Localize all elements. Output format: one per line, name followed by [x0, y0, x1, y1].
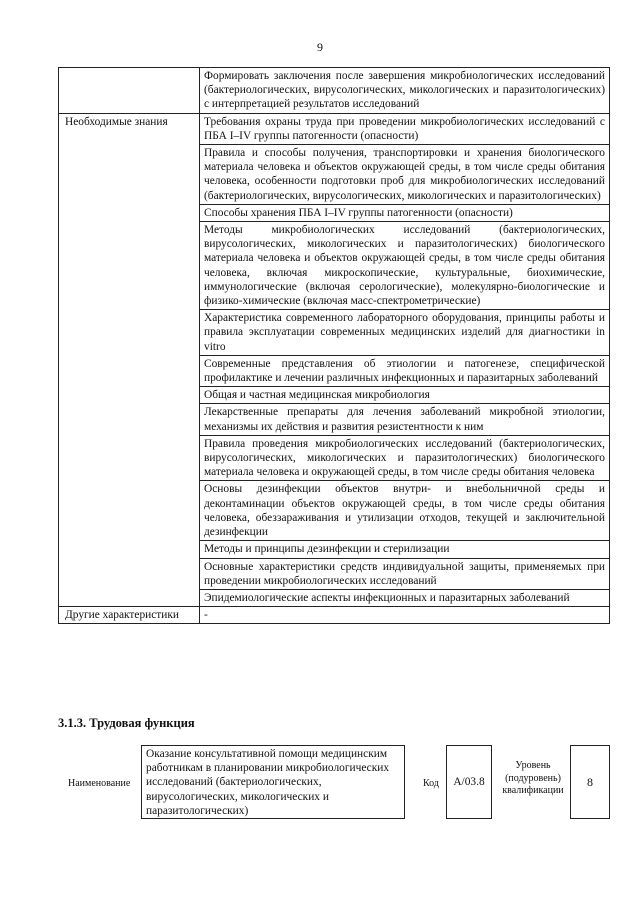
labor-function-name: Оказание консультативной помощи медицинским работникам в планировании микробиологических исследований (бактериологических, вирусологических, микологических и паразитологических): [141, 745, 405, 819]
code-label: Код: [423, 778, 439, 789]
labor-function-code: A/03.8: [446, 745, 492, 819]
name-label: Наименование: [68, 778, 131, 789]
knowledge-item: Общая и частная медицинская микробиология: [200, 387, 610, 404]
page-number: 9: [317, 40, 323, 54]
knowledge-item: Характеристика современного лабораторного оборудования, принципы работы и правила эксплуатации современных медицинских изделий для диагностики in vitro: [200, 310, 610, 356]
empty-label-cell: [59, 68, 200, 114]
knowledge-item: Правила проведения микробиологических исследований (бактериологических, вирусологических, микологических и паразитологических) биологического материала человека и окружающей среды, в том числе среды обитания человека: [200, 435, 610, 481]
knowledge-item: Требования охраны труда при проведении микробиологических исследований с ПБА I–IV группы патогенности (опасности): [200, 113, 610, 144]
knowledge-item: Основные характеристики средств индивидуальной защиты, применяемых при проведении микробиологических исследований: [200, 558, 610, 589]
knowledge-item: Эпидемиологические аспекты инфекционных и паразитарных заболеваний: [200, 589, 610, 606]
knowledge-item: Методы микробиологических исследований (бактериологических, вирусологических, микологических и паразитологических) биологического материала человека и объектов окружающей среды, в том числе среды обитания человека, включая микроскопические, культуральные, биохимические, иммунологические (включая серологические), молекулярно-биологические и физико-химические (включая масс-спектрометрические): [200, 222, 610, 310]
other-characteristics-label: Другие характеристики: [59, 607, 200, 624]
knowledge-item: Лекарственные препараты для лечения заболеваний микробной этиологии, механизмы их действия и развития резистентности к ним: [200, 404, 610, 435]
qualification-level-value: 8: [570, 745, 610, 819]
section-title: 3.1.3. Трудовая функция: [58, 716, 195, 730]
knowledge-item: Способы хранения ПБА I–IV группы патогенности (опасности): [200, 204, 610, 221]
knowledge-table: [58, 67, 610, 624]
other-characteristics-value: -: [200, 607, 610, 624]
table-cell: Формировать заключения после завершения микробиологических исследований (бактериологических, вирусологических, микологических и паразитологических) с интерпретацией результатов исследований: [200, 68, 610, 114]
table-row: [59, 68, 610, 114]
knowledge-item: Методы и принципы дезинфекции и стерилизации: [200, 541, 610, 558]
qualification-level-label: Уровень (подуровень) квалификации: [502, 760, 564, 796]
knowledge-item: Основы дезинфекции объектов внутри- и внебольничной среды и деконтаминации объектов окружающей среды, в том числе среды обитания человека, обеззараживания и утилизации отходов, текущей и заключительной дезинфекции: [200, 481, 610, 541]
table-row: [59, 607, 610, 624]
knowledge-item: Правила и способы получения, транспортировки и хранения биологического материала человека и объектов окружающей среды, в том числе среды обитания человека, особенности подготовки проб для микробиологических исследований (бактериологических, вирусологических, микологических и паразитологических): [200, 145, 610, 205]
knowledge-item: Современные представления об этиологии и патогенезе, специфической профилактике и лечении различных инфекционных и паразитарных заболеваний: [200, 355, 610, 386]
table-row: [59, 113, 610, 144]
knowledge-label: Необходимые знания: [59, 113, 200, 607]
